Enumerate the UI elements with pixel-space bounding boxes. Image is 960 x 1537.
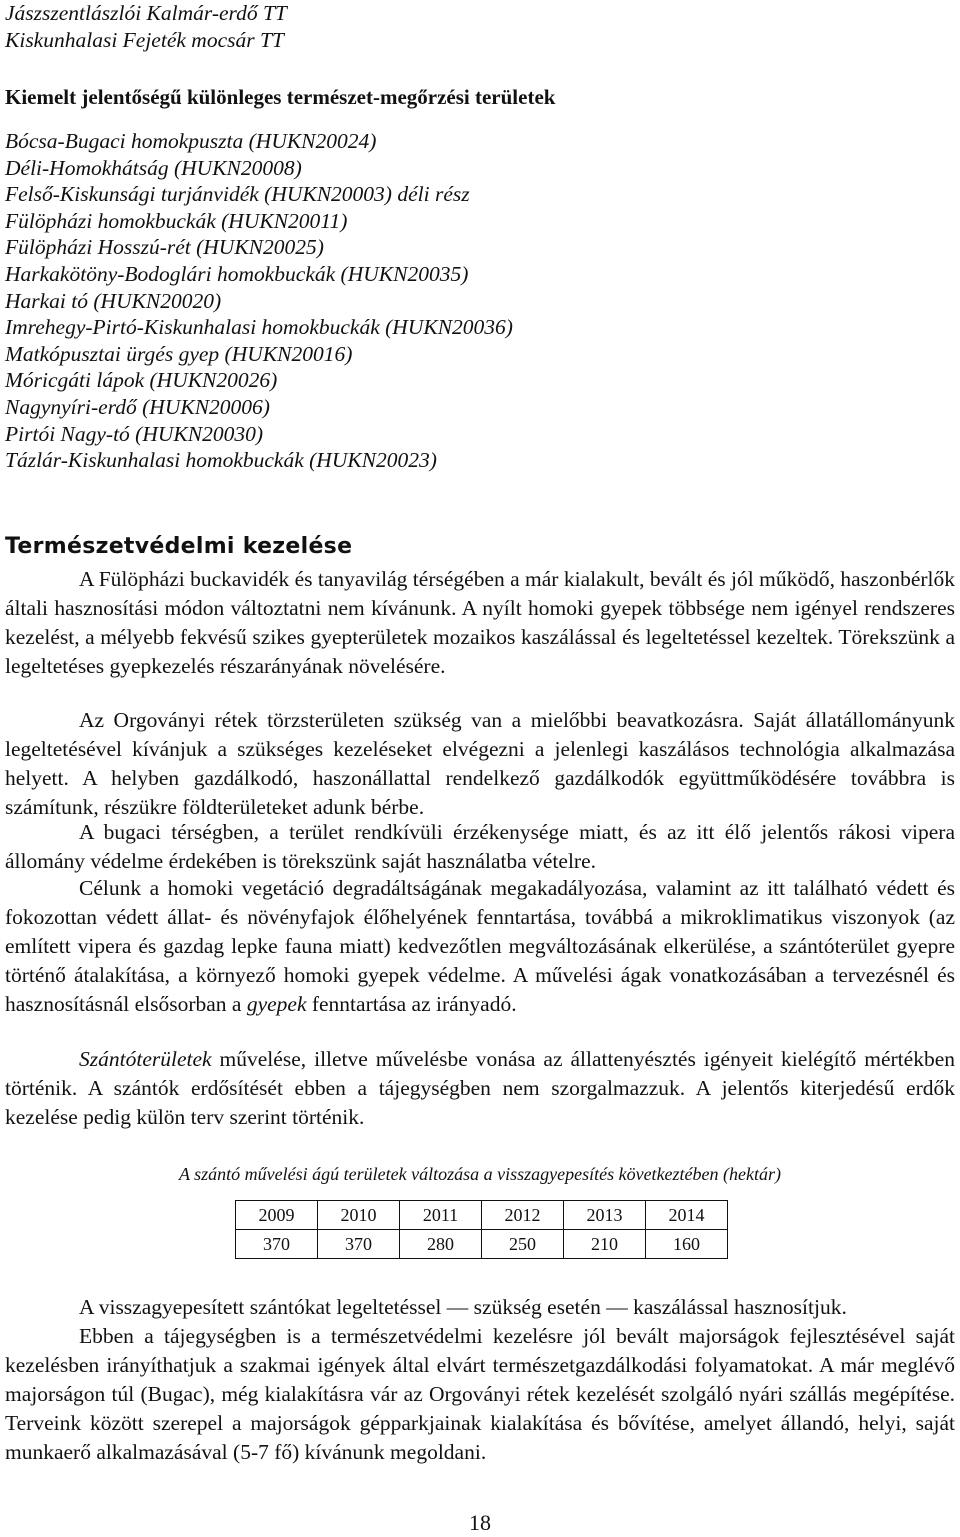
table-cell: 280 [400,1230,482,1259]
site-list-item: Bócsa-Bugaci homokpuszta (HUKN20024) [5,129,377,153]
paragraph: Az Orgoványi rétek törzsterületen szükség van a mielőbbi beavatkozásra. Saját állatállományunk legeltetésével kívánjuk a szükséges kezeléseket elvégezni a jelenlegi kaszálásos technológia alkalmazása helyett. A helyben gazdálkodó, haszonállattal rendelkező gazdálkodók együttműködésére továbbra is számítunk, részükre földterületeket adunk bérbe. [5,708,955,819]
site-list-item: Harkakötöny-Bodoglári homokbuckák (HUKN20035) [5,261,469,286]
protected-areas-list-tail [5,0,287,53]
site-list-item: Harkai tó (HUKN20020) [5,288,222,313]
table-caption: A szántó művelési ágú területek változása a visszagyepesítés következtében (hektár) [179,1164,781,1184]
site-list-item: Fülöpházi homokbuckák (HUKN20011) [5,208,348,233]
paragraph-text: Célunk a homoki vegetáció degradáltságának megakadályozása, valamint az itt található védett és fokozottan védett állat- és növényfajok élőhelyének fenntartása, továbbá a mikroklimatikus viszonyok (az említett vipera és gazdag lepke fauna miatt) kedvezőtlen megváltozásának elkerülése, a szántóterület gyepre történő átalakítása, a környező homoki gyepek védelme. A művelési ágak vonatkozásában a tervezésnél és hasznosításnál elsősorban a [5,876,955,1016]
paragraph: A visszagyepesített szántókat legeltetéssel — szükség esetén — kaszálással hasznosítjuk. [79,1295,847,1319]
data-table [235,1200,728,1259]
natura-sites-list [5,128,513,474]
paragraph [5,1045,955,1132]
table-cell: 2014 [646,1201,728,1230]
table-cell: 160 [646,1230,728,1259]
site-list-item: Nagynyíri-erdő (HUKN20006) [5,394,270,419]
site-list-item: Déli-Homokhátság (HUKN20008) [5,155,302,180]
table-cell: 2012 [482,1201,564,1230]
emphasis-text: gyepek [246,992,307,1016]
table-cell: 370 [236,1230,318,1259]
table-cell: 2010 [318,1201,400,1230]
section-title: Kiemelt jelentőségű különleges természet-megőrzési területek [5,85,556,109]
table-cell: 2011 [400,1201,482,1230]
table-row-years [236,1201,728,1230]
section-heading: Természetvédelmi kezelése [5,534,353,559]
site-list-item: Matkópusztai ürgés gyep (HUKN20016) [5,341,353,366]
paragraph: A bugaci térségben, a terület rendkívüli érzékenysége miatt, és az itt élő jelentős rákosi vipera állomány védelme érdekében is törekszünk saját használatba vételre. [5,820,955,873]
paragraph: Ebben a tájegységben is a természetvédelmi kezelésre jól bevált majorságok fejlesztésével saját kezelésben irányíthatjuk a szakmai igények által elvárt természetgazdálkodási folyamatokat. A már meglévő majorságon túl (Bugac), még kialakításra vár az Orgoványi rétek kezelését szolgáló nyári szállás megépítése. Terveink között szerepel a majorságok gépparkjainak kialakítása és bővítése, amelyet állandó, helyi, saját munkaerő alkalmazásával (5-7 fő) kívánunk megoldani. [5,1324,955,1464]
table-cell: 210 [564,1230,646,1259]
page-number: 18 [469,1510,491,1535]
site-list-item: Fülöpházi Hosszú-rét (HUKN20025) [5,235,324,260]
table-cell: 2013 [564,1201,646,1230]
list-item: Jászszentlászlói Kalmár-erdő TT [5,1,287,25]
paragraph: A Fülöpházi buckavidék és tanyavilág térségében a már kialakult, bevált és jól működő, haszonbérlők általi hasznosítási módon változtatni nem kívánunk. A nyílt homoki gyepek többsége nem igényel rendszeres kezelést, a mélyebb fekvésű szikes gyepterületek mozaikos kaszálással és legeltetéssel kezeltek. Törekszünk a legeltetéses gyepkezelés részarányának növelésére. [5,567,955,678]
table-cell: 370 [318,1230,400,1259]
table-row-values [236,1230,728,1259]
site-list-item: Tázlár-Kiskunhalasi homokbuckák (HUKN20023) [5,448,437,473]
site-list-item: Pirtói Nagy-tó (HUKN20030) [5,421,263,446]
table-cell: 2009 [236,1201,318,1230]
site-list-item: Felső-Kiskunsági turjánvidék (HUKN20003) déli rész [5,182,470,207]
table-cell: 250 [482,1230,564,1259]
list-item: Kiskunhalasi Fejeték mocsár TT [5,27,284,52]
emphasis-text: Szántóterületek [79,1047,212,1071]
site-list-item: Imrehegy-Pirtó-Kiskunhalasi homokbuckák (HUKN20036) [5,315,513,340]
paragraph [5,874,955,1019]
paragraph-text: fenntartása az irányadó. [306,992,517,1016]
site-list-item: Móricgáti lápok (HUKN20026) [5,368,278,393]
paragraph-text: művelése, illetve művelésbe vonása az állattenyésztés igényeit kielégítő mértékben történik. A szántók erdősítését ebben a tájegységben nem szorgalmazzuk. A jelentős kiterjedésű erdők kezelése pedig külön terv szerint történik. [5,1047,955,1129]
